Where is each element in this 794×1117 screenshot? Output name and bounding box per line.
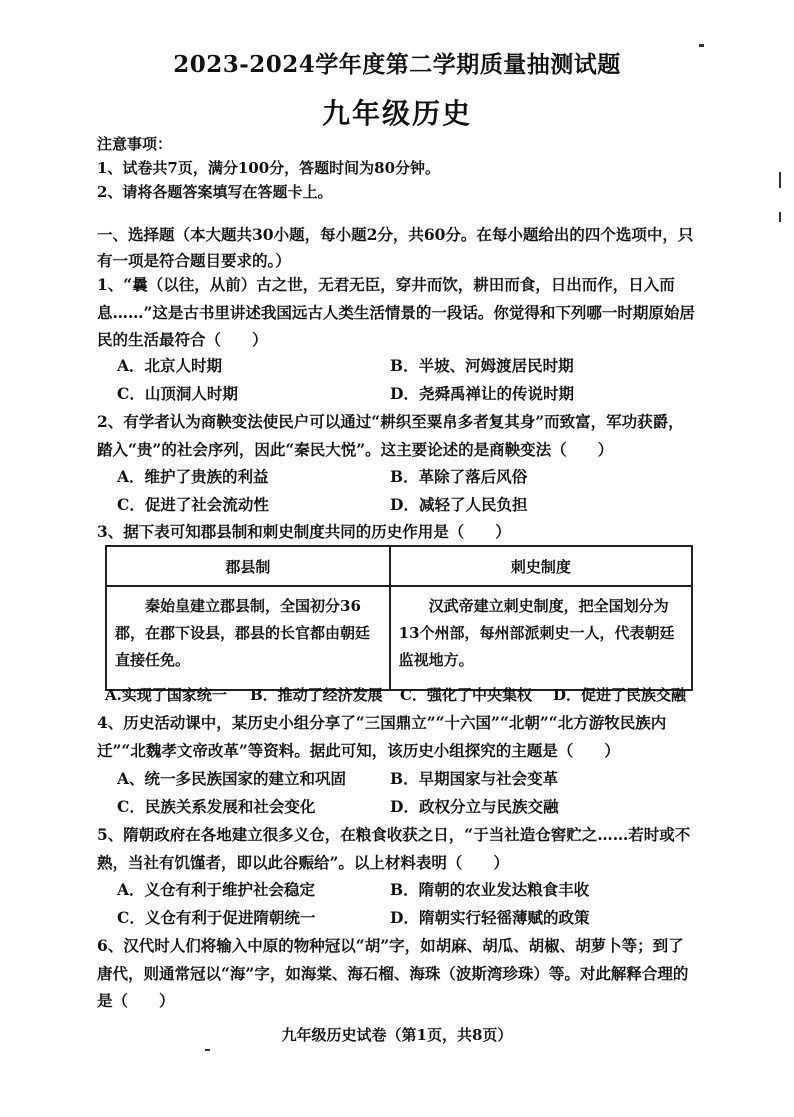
question-5-stem: 5、隋朝政府在各地建立很多义仓，在粮食收获之日，“于当社造仓窖贮之……若时或不熟，当社有饥馑者，即以此谷赈给”。以上材料表明（ ）	[97, 825, 691, 872]
exam-subject: 九年级历史	[321, 97, 472, 130]
notes-item: 2、请将各题答案填写在答题卡上。	[97, 183, 333, 201]
option-d: D．隋朝实行轻徭薄赋的政策	[390, 908, 590, 927]
option-b: B．早期国家与社会变革	[390, 769, 559, 788]
notes-item: 1、试卷共7页，满分100分，答题时间为80分钟。	[97, 159, 441, 177]
table-cell: 秦始皇建立郡县制，全国初分36郡，在郡下设县，郡县的长官都由朝廷直接任免。	[106, 586, 390, 690]
option-b: B．半坡、河姆渡居民时期	[390, 356, 574, 375]
question-4-options	[117, 765, 717, 821]
table-header-cell: 郡县制	[106, 546, 390, 586]
question-2-stem: 2、有学者认为商鞅变法使民户可以通过“耕织至粟帛多者复其身”而致富，军功获爵，踏入“贵”的社会序列，因此“秦民大悦”。这主要论述的是商鞅变法（ ）	[97, 412, 684, 459]
option-c: C．义仓有利于促进隋朝统一	[117, 908, 316, 927]
option-d: D．政权分立与民族交融	[390, 797, 559, 816]
option-a: A.实现了国家统一	[105, 686, 227, 704]
option-b: B．推动了经济发展	[250, 686, 383, 704]
table-header-cell: 刺史制度	[390, 546, 692, 586]
comparison-table	[105, 545, 693, 691]
page-footer: 九年级历史试卷（第1页，共8页）	[281, 1026, 513, 1044]
option-b: B．隋朝的农业发达粮食丰收	[390, 880, 590, 899]
option-c: C．民族关系发展和社会变化	[117, 797, 316, 816]
option-d: D．尧舜禹禅让的传说时期	[390, 384, 574, 403]
scan-speck	[205, 1049, 210, 1051]
option-c: C．强化了中央集权	[400, 686, 532, 704]
option-a: A．义仓有利于维护社会稳定	[117, 880, 316, 899]
option-a: A．北京人时期	[117, 356, 223, 375]
table-header-row	[106, 546, 692, 586]
notes-heading: 注意事项：	[97, 135, 173, 153]
question-6-stem: 6、汉代时人们将输入中原的物种冠以“胡”字，如胡麻、胡瓜、胡椒、胡萝卜等；到了唐代，则通常冠以“海”字，如海棠、海石榴、海珠（波斯湾珍珠）等。对此解释合理的是（ ）	[97, 936, 689, 1010]
question-2-options	[117, 463, 717, 519]
option-a: A．维护了贵族的利益	[117, 467, 269, 486]
question-5-options	[117, 876, 717, 932]
notes-block	[97, 132, 697, 204]
option-b: B．革除了落后风俗	[390, 467, 528, 486]
table-row	[106, 586, 692, 690]
option-a: A、统一多民族国家的建立和巩固	[117, 769, 347, 788]
question-1-stem: 1、“曩（以往，从前）古之世，无君无臣，穿井而饮，耕田而食，日出而作，日入而息……”这是古书里讲述我国远古人类生活情景的一段话。你觉得和下列哪一时期原始居民的生活最符合（ ）	[97, 275, 695, 349]
question-3-options	[105, 681, 705, 709]
scan-speck	[699, 44, 704, 47]
question-1-options	[117, 352, 717, 408]
table-cell: 汉武帝建立刺史制度，把全国划分为13个州部，每州部派刺史一人，代表朝廷监视地方。	[390, 586, 692, 690]
question-4-stem: 4、历史活动课中，某历史小组分享了“三国鼎立”“十六国”“北朝”“北方游牧民族内迁”“北魏孝文帝改革”等资料。据此可知，该历史小组探究的主题是（ ）	[97, 713, 667, 760]
section-heading: 一、选择题（本大题共30小题，每小题2分，共60分。在每小题给出的四个选项中，只有一项是符合题目要求的。）	[97, 225, 694, 270]
option-d: D．减轻了人民负担	[390, 495, 528, 514]
scan-speck	[779, 212, 781, 222]
option-c: C．促进了社会流动性	[117, 495, 269, 514]
option-d: D．促进了民族交融	[553, 686, 687, 704]
option-c: C．山顶洞人时期	[117, 384, 238, 403]
exam-title: 2023-2024学年度第二学期质量抽测试题	[173, 51, 621, 78]
scan-speck	[779, 172, 781, 188]
question-3-stem: 3、据下表可知郡县制和刺史制度共同的历史作用是（ ）	[97, 522, 511, 541]
